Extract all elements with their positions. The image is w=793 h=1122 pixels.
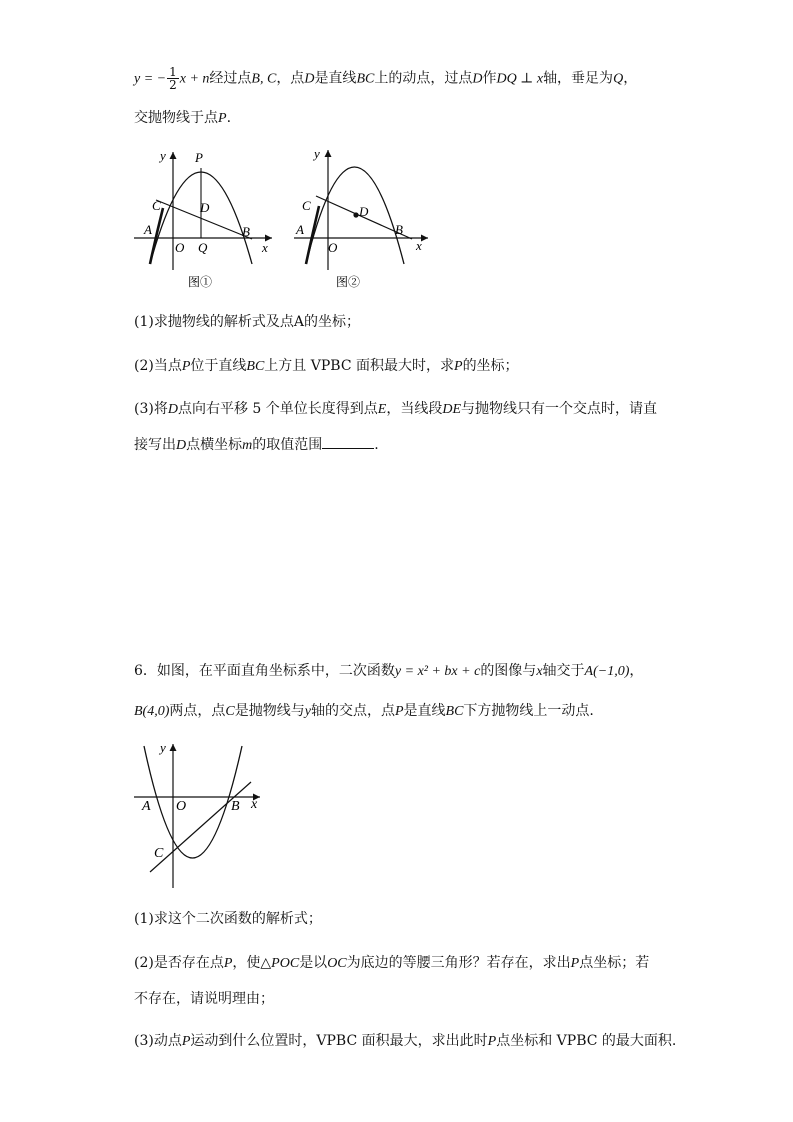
fig3-label-c: C xyxy=(154,846,164,861)
q5-fraction-half: $\frac{1}{2}$ xyxy=(169,65,177,92)
fig3-line-bc xyxy=(150,782,251,872)
answer-blank xyxy=(322,434,374,449)
q5-part3-line2: 接写出D点横坐标m的取值范围 . xyxy=(134,434,379,456)
fig2-label-a: A xyxy=(296,222,304,237)
fig1-label-a: A xyxy=(144,222,152,237)
q5-line-equation-suffix: x + n xyxy=(179,71,210,87)
figure-3 xyxy=(130,740,270,892)
q5-part3-line1: (3)将D点向右平移 5 个单位长度得到点E，当线段DE与抛物线只有一个交点时，请直 xyxy=(134,401,658,417)
fig3-label-x: x xyxy=(251,797,258,812)
q5-part1: (1)求抛物线的解析式及点A的坐标； xyxy=(134,314,360,330)
fig1-label-b: B xyxy=(242,224,250,239)
fig3-label-o: O xyxy=(176,799,187,814)
q5-part2: (2)当点P位于直线BC上方且 VPBC 面积最大时，求P的坐标； xyxy=(134,358,519,374)
figure-2 xyxy=(292,146,438,292)
fig2-point-d xyxy=(353,212,358,217)
q5-intro-line1: y = − $\frac{1}{2}$ x + n经过点B, C，点D是直线BC上的动点，过点D作DQ ⊥ x轴，垂足为Q， xyxy=(134,65,638,92)
fig3-label-b: B xyxy=(231,799,240,814)
fig2-label-b: B xyxy=(395,222,403,237)
q6-part2-line1: (2)是否存在点P，使△POC是以OC为底边的等腰三角形？若存在，求出P点坐标；若 xyxy=(134,955,650,971)
fig1-label-o: O xyxy=(175,240,185,255)
q6-line2: B(4,0)两点，点C是抛物线与y轴的交点，点P是直线BC下方抛物线上一动点. xyxy=(134,703,594,719)
q6-part3: (3)动点P运动到什么位置时，VPBC 面积最大，求出此时P点坐标和 VPBC 的最大面积. xyxy=(134,1033,677,1049)
fig2-label-y: y xyxy=(314,146,320,161)
fig2-label-o: O xyxy=(328,240,338,255)
fig3-label-y: y xyxy=(160,740,166,755)
fig1-label-p: P xyxy=(195,150,203,165)
q6-line1: 6．如图，在平面直角坐标系中，二次函数y = x² + bx + c的图像与x轴交于A(−1,0)， xyxy=(134,663,644,679)
fig1-caption: 图① xyxy=(188,275,213,289)
q6-part1: (1)求这个二次函数的解析式； xyxy=(134,911,322,927)
fig1-label-c: C xyxy=(152,198,161,213)
fig2-label-c: C xyxy=(302,198,311,213)
fig1-label-d: D xyxy=(200,200,210,215)
fig1-label-y: y xyxy=(160,148,166,163)
fig2-caption: 图② xyxy=(336,275,361,289)
q5-intro-line2: 交抛物线于点P. xyxy=(134,110,232,126)
fig1-label-q: Q xyxy=(198,240,208,255)
q5-line-equation-prefix: y = − xyxy=(134,71,167,87)
fig2-label-d: D xyxy=(359,204,369,219)
fig2-label-x: x xyxy=(416,238,422,253)
fig3-label-a: A xyxy=(142,799,151,814)
figure-1 xyxy=(130,146,280,292)
fig2-thick-ac xyxy=(306,206,319,264)
q6-part2-line2: 不存在，请说明理由； xyxy=(134,991,274,1007)
fig3-parabola xyxy=(144,746,242,858)
fig1-label-x: x xyxy=(262,240,268,255)
